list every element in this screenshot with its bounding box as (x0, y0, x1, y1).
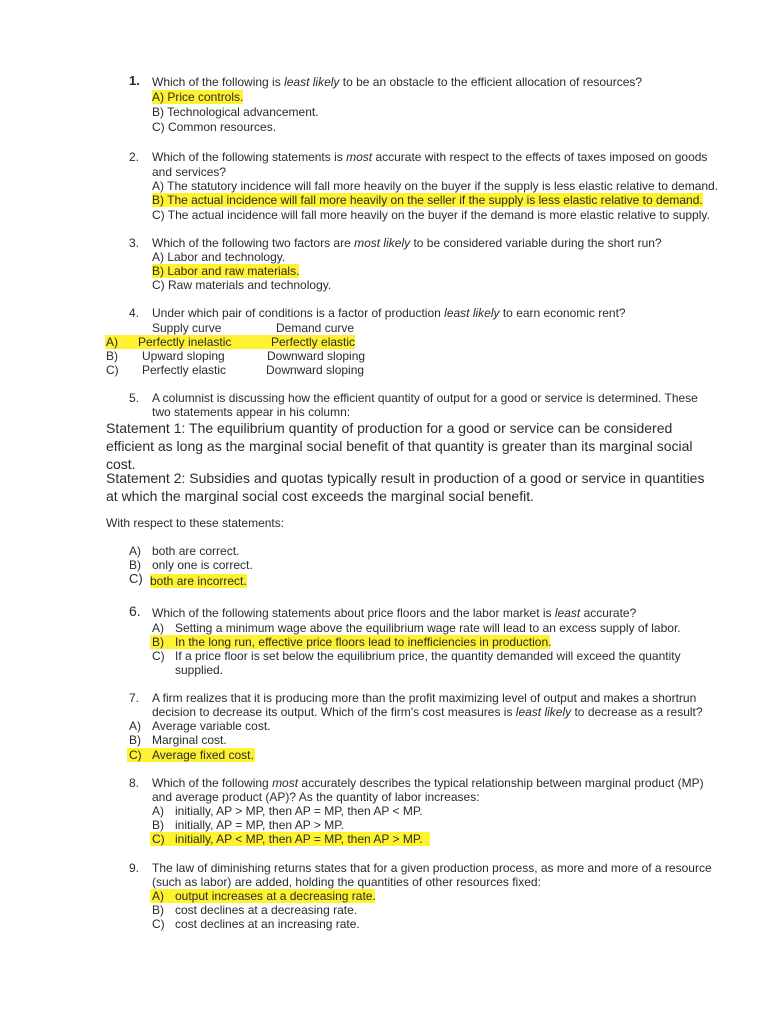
answer-option-c: C) The actual incidence will fall more heavily on the buyer if the demand is more elastic relative to supply. (152, 208, 710, 222)
answer-option-b: only one is correct. (152, 558, 253, 572)
answer-option-b (152, 264, 299, 278)
option-letter: B) (152, 818, 164, 832)
question-4-number: 4. (129, 306, 140, 320)
statement-1: Statement 1: The equilibrium quantity of production for a good or service can be considered efficient as long as the marginal social benefit of that quantity is greater than its marginal social cost. (106, 420, 693, 472)
answer-option-c (150, 574, 247, 588)
answer-option-a: Setting a minimum wage above the equilibrium wage rate will lead to an excess supply of labor. (175, 621, 681, 635)
option-letter: B) (152, 903, 164, 917)
question-1-number: 1. (129, 73, 140, 88)
statements-lead: With respect to these statements: (106, 516, 285, 530)
table-row-demand: Perfectly elastic (271, 335, 356, 349)
option-letter: C) (129, 748, 142, 762)
answer-option-c: initially, AP < MP, then AP = MP, then AP > MP. (175, 832, 423, 846)
option-letter: A) (152, 621, 164, 635)
table-row-letter: A) (106, 335, 118, 349)
option-letter: C) (152, 832, 165, 846)
question-8-number: 8. (129, 776, 140, 790)
table-row-demand: Downward sloping (266, 363, 365, 377)
answer-option-a: initially, AP > MP, then AP = MP, then AP < MP. (175, 804, 423, 818)
answer-option-a: both are correct. (152, 544, 240, 558)
answer-option-b: initially, AP = MP, then AP > MP. (175, 818, 344, 832)
answer-option-c-line2: supplied. (175, 663, 224, 677)
answer-option-c: C) Common resources. (152, 120, 277, 134)
table-row-demand: Downward sloping (267, 349, 366, 363)
question-5-stem: A columnist is discussing how the efficient quantity of output for a good or service is determined. These (152, 391, 698, 405)
option-letter: B) (152, 635, 164, 649)
question-4-stem: Under which pair of conditions is a factor of production least likely to earn economic rent? (152, 306, 626, 320)
statement-2: Statement 2: Subsidies and quotas typically result in production of a good or service in quantities at which the marginal social cost exceeds the marginal social benefit. (106, 470, 705, 504)
question-7-number: 7. (129, 691, 140, 705)
option-letter: A) (129, 544, 141, 558)
question-7-stem-line2: decision to decrease its output. Which of the firm's cost measures is least likely to decrease as a result? (152, 705, 703, 719)
option-letter: C) (152, 649, 165, 663)
answer-highlight: B) The actual incidence will fall more heavily on the seller if the supply is less elastic relative to demand. (152, 193, 703, 207)
answer-option-a (152, 90, 243, 104)
option-letter: C) (129, 571, 143, 586)
option-letter: A) (152, 889, 164, 903)
answer-highlight: both are incorrect. (150, 574, 247, 588)
answer-option-c: If a price floor is set below the equilibrium price, the quantity demanded will exceed the quantity (175, 649, 681, 663)
question-8-stem-line2: and average product (AP)? As the quantity of labor increases: (152, 790, 480, 804)
question-7-stem: A firm realizes that it is producing more than the profit maximizing level of output and makes a shortrun (152, 691, 697, 705)
table-row-supply: Perfectly inelastic (138, 335, 232, 349)
question-8-stem: Which of the following most accurately describes the typical relationship between marginal product (MP) (152, 776, 704, 790)
option-letter: B) (129, 558, 141, 572)
answer-option-a: output increases at a decreasing rate. (175, 889, 376, 903)
table-header-supply: Supply curve (152, 321, 222, 335)
answer-option-b: B) Technological advancement. (152, 105, 319, 119)
answer-option-c: C) Raw materials and technology. (152, 278, 332, 292)
table-header-demand: Demand curve (276, 321, 355, 335)
answer-option-b (152, 193, 703, 207)
answer-option-a: A) Labor and technology. (152, 250, 286, 264)
question-5-stem-line2: two statements appear in his column: (152, 405, 351, 419)
question-5-number: 5. (129, 391, 140, 405)
table-row-supply: Upward sloping (142, 349, 225, 363)
question-2-number: 2. (129, 150, 140, 164)
table-row-letter: B) (106, 349, 118, 363)
question-9-stem: The law of diminishing returns states that for a given production process, as more and more of a resource (152, 861, 712, 875)
question-2-stem: Which of the following statements is most accurate with respect to the effects of taxes imposed on goods (152, 150, 708, 164)
option-letter: B) (129, 733, 141, 747)
answer-option-b: Marginal cost. (152, 733, 227, 747)
answer-option-c: Average fixed cost. (152, 748, 254, 762)
question-3-stem: Which of the following two factors are most likely to be considered variable during the short run? (152, 236, 662, 250)
answer-option-a: A) The statutory incidence will fall more heavily on the buyer if the supply is less elastic relative to demand. (152, 179, 719, 193)
question-1-stem: Which of the following is least likely to be an obstacle to the efficient allocation of resources? (152, 75, 643, 89)
answer-option-b: cost declines at a decreasing rate. (175, 903, 358, 917)
table-row-supply: Perfectly elastic (142, 363, 227, 377)
answer-option-a: Average variable cost. (152, 719, 271, 733)
question-2-stem-line2: and services? (152, 165, 227, 179)
table-row-letter: C) (106, 363, 119, 377)
answer-highlight: B) Labor and raw materials. (152, 264, 300, 278)
answer-highlight: A) Price controls. (152, 90, 244, 104)
question-9-number: 9. (129, 861, 140, 875)
option-letter: A) (152, 804, 164, 818)
option-letter: A) (129, 719, 141, 733)
question-6-number: 6. (129, 603, 141, 619)
answer-option-c: cost declines at an increasing rate. (175, 917, 360, 931)
option-letter: C) (152, 917, 165, 931)
question-9-stem-line2: (such as labor) are added, holding the quantities of other resources fixed: (152, 875, 541, 889)
question-3-number: 3. (129, 236, 140, 250)
answer-option-b: In the long run, effective price floors lead to inefficiencies in production. (175, 635, 552, 649)
question-6-stem: Which of the following statements about price floors and the labor market is least accurate? (152, 606, 637, 620)
